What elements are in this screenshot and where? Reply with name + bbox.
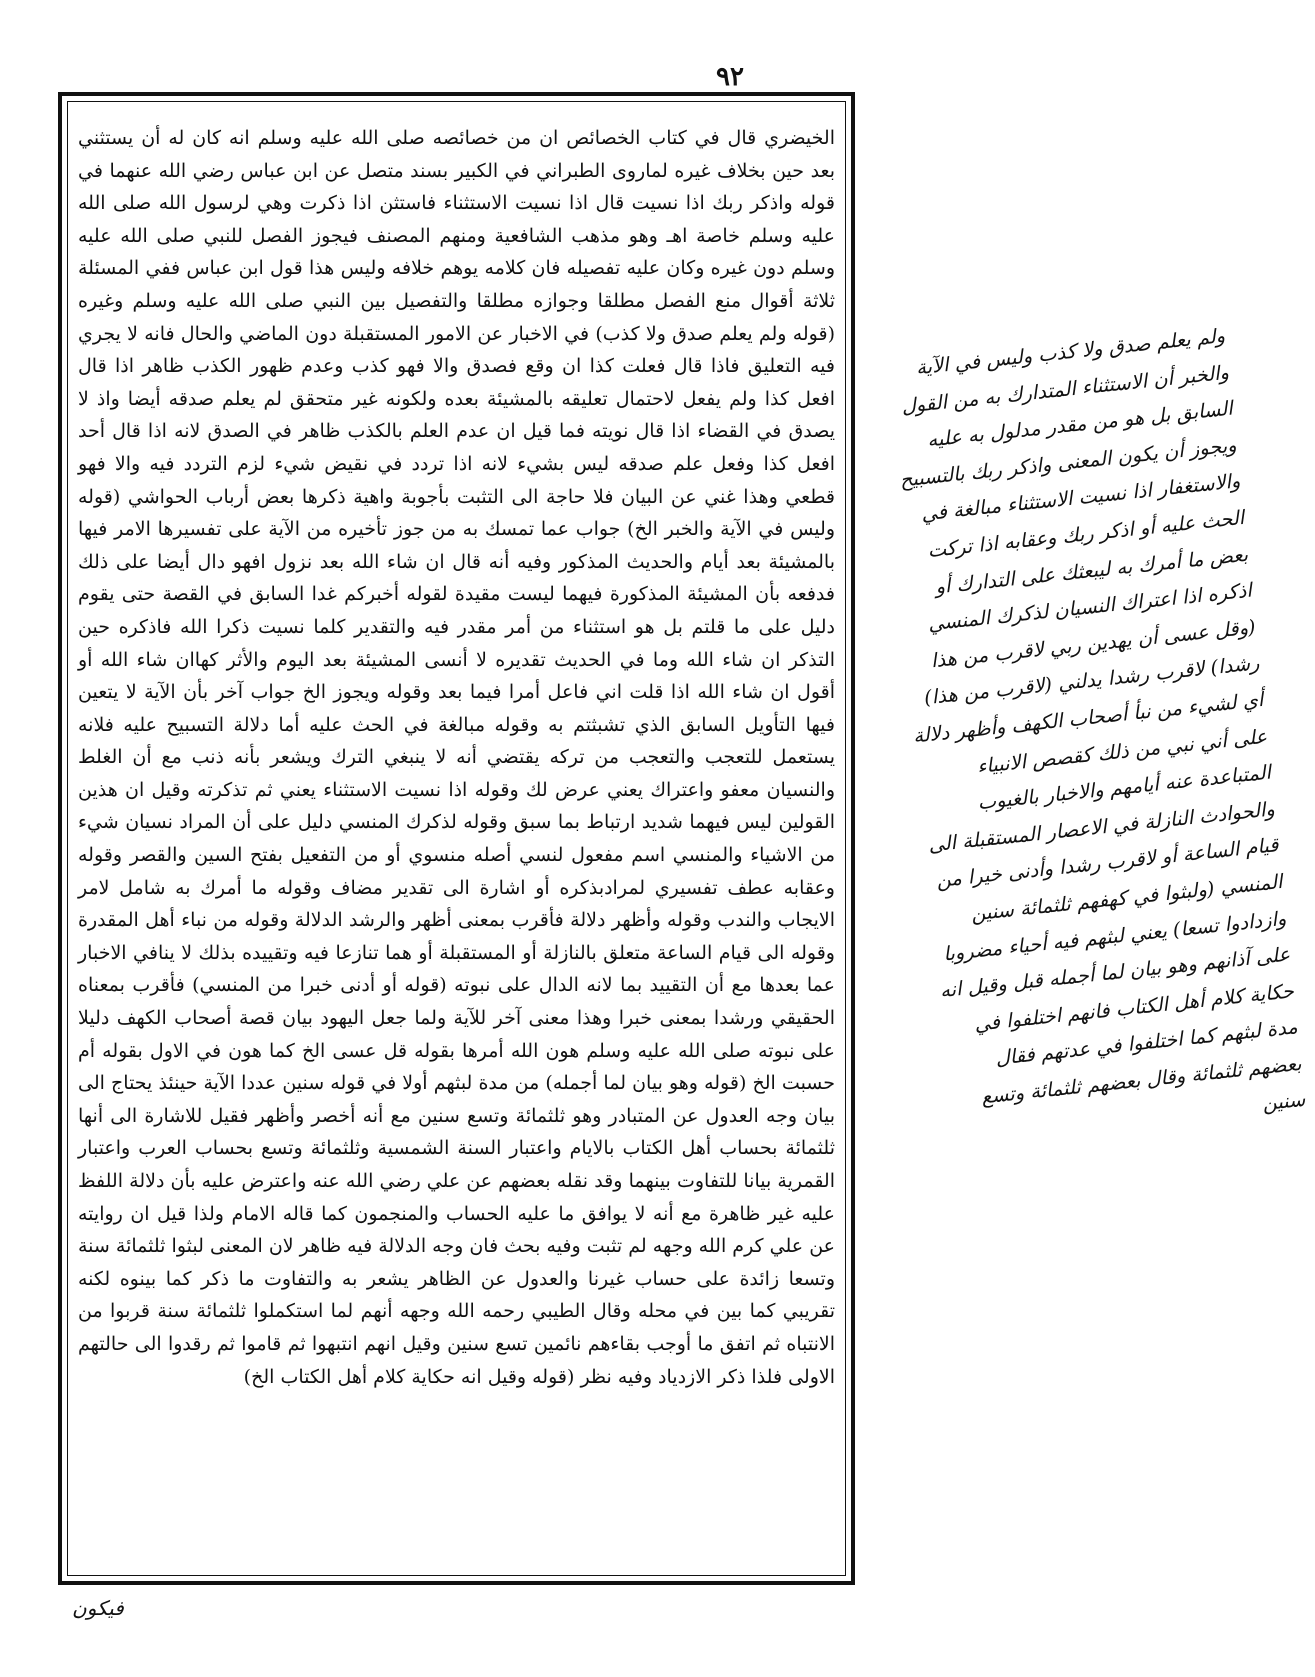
main-commentary-text: الخيضري قال في كتاب الخصائص ان من خصائصه صلى الله عليه وسلم انه كان له أن يستثني بعد حين بخلاف غيره لماروى الطبراني في الكبير بسند متصل عن ابن عباس رضي الله عنهما في قوله واذكر ربك اذا نسيت قال اذا نسيت الاستثناء فاستثن اذا ذكرت وهي لرسول الله صلى الله عليه وسلم خاصة اهـ وهو مذهب الشافعية ومنهم المصنف فيجوز الفصل للنبي صلى الله عليه وسلم دون غيره وكان عليه تفصيله فان كلامه يوهم خلافه وليس هذا قول ابن عباس ففي المسئلة ثلاثة أقوال منع الفصل مطلقا وجوازه مطلقا والتفصيل بين النبي صلى الله عليه وسلم وغيره (قوله ولم يعلم صدق ولا كذب) في الاخبار عن الامور المستقبلة دون الماضي والحال فانه لا يجري فيه التعليق فاذا قال فعلت كذا ان وقع فصدق والا فهو كذب وعدم ظهور الكذب ظاهر اذا قال افعل كذا ولم يفعل لاحتمال تعليقه بالمشيئة بعده ولكونه غير متحقق لم يعلم صدقه أيضا واذ لا يصدق في القضاء اذا قال نويته فما قيل ان عدم العلم بالكذب ظاهر في الصدق لانه اذا قال أحد افعل كذا وفعل علم صدقه ليس بشيء لانه اذا تردد في نقيض شيء لزم التردد فيه والا فهو قطعي وهذا غني عن البيان فلا حاجة الى التثبت بأجوبة واهية ذكرها بعض أرباب الحواشي (قوله وليس في الآية والخبر الخ) جواب عما تمسك به من جوز تأخيره من الآية على تفسيرها الامر فيها بالمشيئة بعد أيام والحديث المذكور وفيه أنه قال ان شاء الله بعد نزول افهو دال أيضا على ذلك فدفعه بأن المشيئة المذكورة فيهما ليست مقيدة لقوله أخبركم غدا السابق في القصة حتى يقوم دليل على ما قلتم بل هو استثناء من أمر مقدر فيه والتقدير كلما نسيت ذكرا الله فاذكره حين التذكر ان شاء الله وما في الحديث تقديره لا أنسى المشيئة بعد اليوم والأثر كهاان شاء الله أو أقول ان شاء الله اذا قلت اني فاعل أمرا فيما بعد وقوله ويجوز الخ جواب آخر بأن الآية لا يتعين فيها التأويل السابق الذي تشبثتم به وقوله مبالغة في الحث عليه أما دلالة التسبيح عليه فلانه يستعمل للتعجب والتعجب من تركه يقتضي أنه لا ينبغي الترك ويشعر بأنه ذنب مع أن الغلط والنسيان معفو واعتراك يعني عرض لك وقوله اذا نسيت الاستثناء يعني ثم تذكرته وقيل ان هذين القولين ليس فيهما شديد ارتباط بما سبق وقوله لذكرك المنسي دليل على أن المراد نسيان شيء من الاشياء والمنسي اسم مفعول لنسي أصله منسوي أو من التفعيل بفتح السين والقصر وقوله وعقابه عطف تفسيري لمرادبذكره أو اشارة الى تقدير مضاف وقوله ما أمرك به شامل لامر الايجاب والندب وقوله وأظهر دلالة فأقرب بمعنى أظهر والرشد الدلالة وقوله من نباء أهل المقدرة وقوله الى قيام الساعة متعلق بالنازلة أو المستقبلة أو هما تنازعا فيه وتقييده بذلك لا ينافي الاخبار عما بعدها مع أن التقييد بما لانه الدال على نبوته (قوله أو أدنى خبرا من المنسي) فأقرب بمعناه الحقيقي ورشدا بمعنى خبرا وهذا معنى آخر للآية ولما جعل اليهود بيان قصة أصحاب الكهف دليلا على نبوته صلى الله عليه وسلم هون الله أمرها بقوله قل عسى الخ كما هون في الاول بقوله أم حسبت الخ (قوله وهو بيان لما أجمله) من مدة لبثهم أولا في قوله سنين عددا الآية حينئذ يحتاج الى بيان وجه العدول عن المتبادر وهو ثلثمائة وتسع سنين مع أنه أخصر وأظهر فقيل للاشارة الى أنها ثلثمائة بحساب أهل الكتاب بالايام واعتبار السنة الشمسية وثلثمائة وتسع بحساب العرب واعتبار القمرية بيانا للتفاوت بينهما وقد نقله بعضهم عن علي رضي الله عنه واعترض عليه بأن دلالة اللفظ عليه غير ظاهرة مع أنه لا يوافق ما عليه الحساب والمنجمون كما قاله الامام ولذا قيل ان روايته عن علي كرم الله وجهه لم تثبت وفيه بحث فان وجه الدلالة فيه ظاهر لان المعنى لبثوا ثلثمائة سنة وتسعا زائدة على حساب غيرنا والعدول عن الظاهر يشعر به والتفاوت ما ذكر كما بينوه لكنه تقريبي كما بين في محله وقال الطيبي رحمه الله وجهه أنهم لما استكملوا ثلثمائة سنة قربوا من الانتباه ثم اتفق ما أوجب بقاءهم نائمين تسع سنين وقيل انهم انتبهوا ثم قاموا ثم رقدوا الى حالتهم الاولى فلذا ذكر الازدياد وفيه نظر (قوله وقيل انه حكاية كلام أهل الكتاب الخ)	[78, 127, 835, 1388]
main-text-frame	[58, 92, 855, 1585]
margin-note-text: ولم يعلم صدق ولا كذب وليس في الآية والخبر أن الاستثناء المتدارك به من القول السابق بل هو من مقدر مدلول به عليه ويجوز أن يكون المعنى واذكر ربك بالتسبيح والاستغفار اذا نسيت الاستثناء مبالغة في الحث عليه أو اذكر ربك وعقابه اذا تركت بعض ما أمرك به ليبعثك على التدارك أو اذكره اذا اعتراك النسيان لذكرك المنسي (وقل عسى أن يهدين ربي لاقرب من هذا رشدا) لاقرب رشدا يدلني (لاقرب من هذا) أي لشيء من نبأ أصحاب الكهف وأظهر دلالة على أني نبي من ذلك كقصص الانبياء المتباعدة عنه أيامهم والاخبار بالغيوب والحوادث النازلة في الاعصار المستقبلة الى قيام الساعة أو لاقرب رشدا وأدنى خيرا من المنسي (ولبثوا في كهفهم ثلثمائة سنين وازدادوا تسعا) يعني لبثهم فيه أحياء مضروبا على آذانهم وهو بيان لما أجمله قبل وقيل انه حكاية كلام أهل الكتاب فانهم اختلفوا في مدة لبثهم كما اختلفوا في عدتهم فقال بعضهم ثلثمائة وقال بعضهم ثلثمائة وتسع سنين	[898, 323, 1307, 1116]
page-number: ٩٢	[716, 62, 744, 92]
catchword: فيكون	[72, 1596, 124, 1620]
main-text-inner-frame	[67, 101, 846, 1576]
